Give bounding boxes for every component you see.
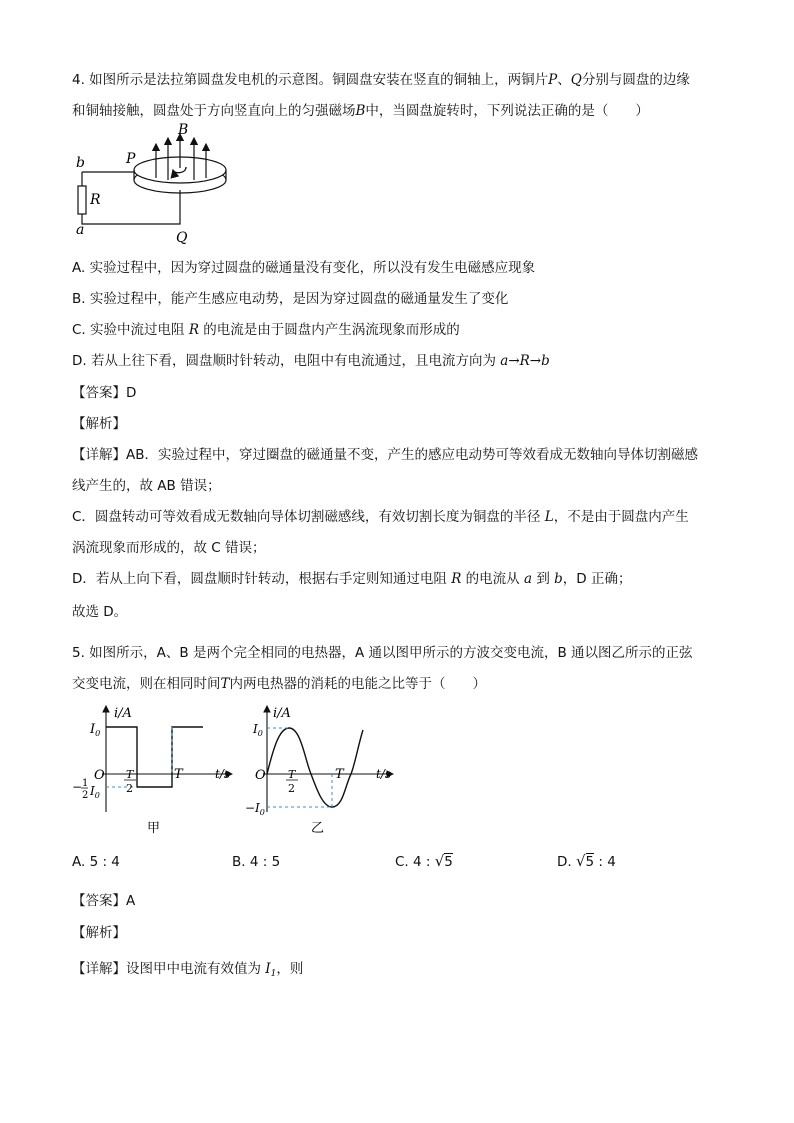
q4-answer: 【答案】D (72, 385, 137, 401)
q4-detail-ab-line2: 线产生的，故 AB 错误； (72, 478, 221, 494)
yi-thalf-den: 2 (288, 782, 295, 795)
jia-thalf-den: 2 (126, 782, 133, 795)
label-P: P (126, 151, 136, 167)
jia-origin: O (94, 768, 105, 783)
jia-thalf-num: T (126, 768, 134, 781)
yi-thalf-num: T (288, 768, 296, 781)
q5-option-a: A. 5 : 4 (72, 854, 120, 870)
jia-T: T (174, 767, 183, 782)
label-Q: Q (176, 230, 188, 246)
q5-analysis-label: 【解析】 (72, 925, 126, 941)
q4-detail-c-line2: 涡流现象而形成的，故 C 错误； (72, 540, 266, 556)
faraday-disk-figure (70, 122, 240, 247)
yi-origin: O (255, 768, 266, 783)
resistor-R (78, 186, 86, 214)
q5-option-d: D. √5 : 4 (557, 852, 616, 870)
graph-jia-square-wave (70, 700, 245, 840)
yi-I0: $I_0$ (253, 722, 263, 738)
jia-I0: $I_0$ (90, 722, 101, 738)
jia-xlabel: t/s (215, 767, 231, 781)
label-B: B (178, 122, 189, 138)
q4-conclusion: 故选 D。 (72, 604, 128, 620)
label-R: R (90, 192, 101, 208)
yi-negI0: $-I_0$ (245, 801, 265, 817)
q5-option-b: B. 4 : 5 (232, 854, 281, 870)
graph-yi-sine-wave (245, 700, 405, 840)
jia-caption: 甲 (147, 821, 161, 836)
q4-option-b: B. 实验过程中，能产生感应电动势，是因为穿过圆盘的磁通量发生了变化 (72, 291, 509, 307)
q4-option-d: D. 若从上往下看，圆盘顺时针转动，电阻中有电流通过，且电流方向为 a→R→b (72, 353, 550, 369)
jia-neg-den: 2 (82, 790, 89, 801)
yi-ylabel: i/A (273, 706, 291, 721)
q4-detail-ab-line1: 【详解】AB．实验过程中，穿过圈盘的磁通量不变，产生的感应电动势可等效看成无数轴向导体切割磁感 (72, 447, 698, 463)
q4-stem-line1: 4. 如图所示是法拉第圆盘发电机的示意图。铜圆盘安装在竖直的铜轴上，两铜片P、Q分别与圆盘的边缘 (72, 72, 690, 88)
q5-stem-line1: 5. 如图所示，A、B 是两个完全相同的电热器，A 通以图甲所示的方波交变电流，B 通以图乙所示的正弦 (72, 645, 693, 661)
jia-neg-num: 1 (82, 778, 89, 789)
yi-T: T (335, 767, 344, 782)
svg-text:I0: $I_0$ (90, 784, 100, 800)
yi-waveform (267, 728, 363, 807)
jia-ylabel: i/A (114, 706, 132, 721)
q4-analysis-label: 【解析】 (72, 416, 126, 432)
jia-waveform (106, 727, 203, 787)
q4-detail-c-line1: C．圆盘转动可等效看成无数轴向导体切割磁感线，有效切割长度为铜盘的半径 L，不是由于圆盘内产生 (72, 509, 689, 525)
q5-option-c: C. 4 : √5 (395, 852, 453, 870)
jia-neg-sign: − (72, 780, 83, 794)
q5-answer: 【答案】A (72, 893, 136, 909)
q4-option-a: A. 实验过程中，因为穿过圆盘的磁通量没有变化，所以没有发生电磁感应现象 (72, 260, 536, 276)
q4-detail-d: D．若从上向下看，圆盘顺时针转动，根据右手定则知通过电阻 R 的电流从 a 到 b，D 正确； (72, 571, 632, 587)
yi-caption: 乙 (311, 821, 325, 836)
q4-option-c: C. 实验中流过电阻 R 的电流是由于圆盘内产生涡流现象而形成的 (72, 322, 460, 338)
q4-stem-line2: 和铜轴接触，圆盘处于方向竖直向上的匀强磁场B中，当圆盘旋转时，下列说法正确的是（ ） (72, 103, 649, 119)
q5-stem-line2: 交变电流，则在相同时间T内两电热器的消耗的电能之比等于（ ） (72, 676, 487, 692)
label-a: a (76, 222, 85, 238)
q5-detail: 【详解】设图甲中电流有效值为 $I_1$，则 (72, 961, 304, 979)
label-b: b (76, 155, 85, 171)
yi-xlabel: t/s (376, 767, 392, 781)
